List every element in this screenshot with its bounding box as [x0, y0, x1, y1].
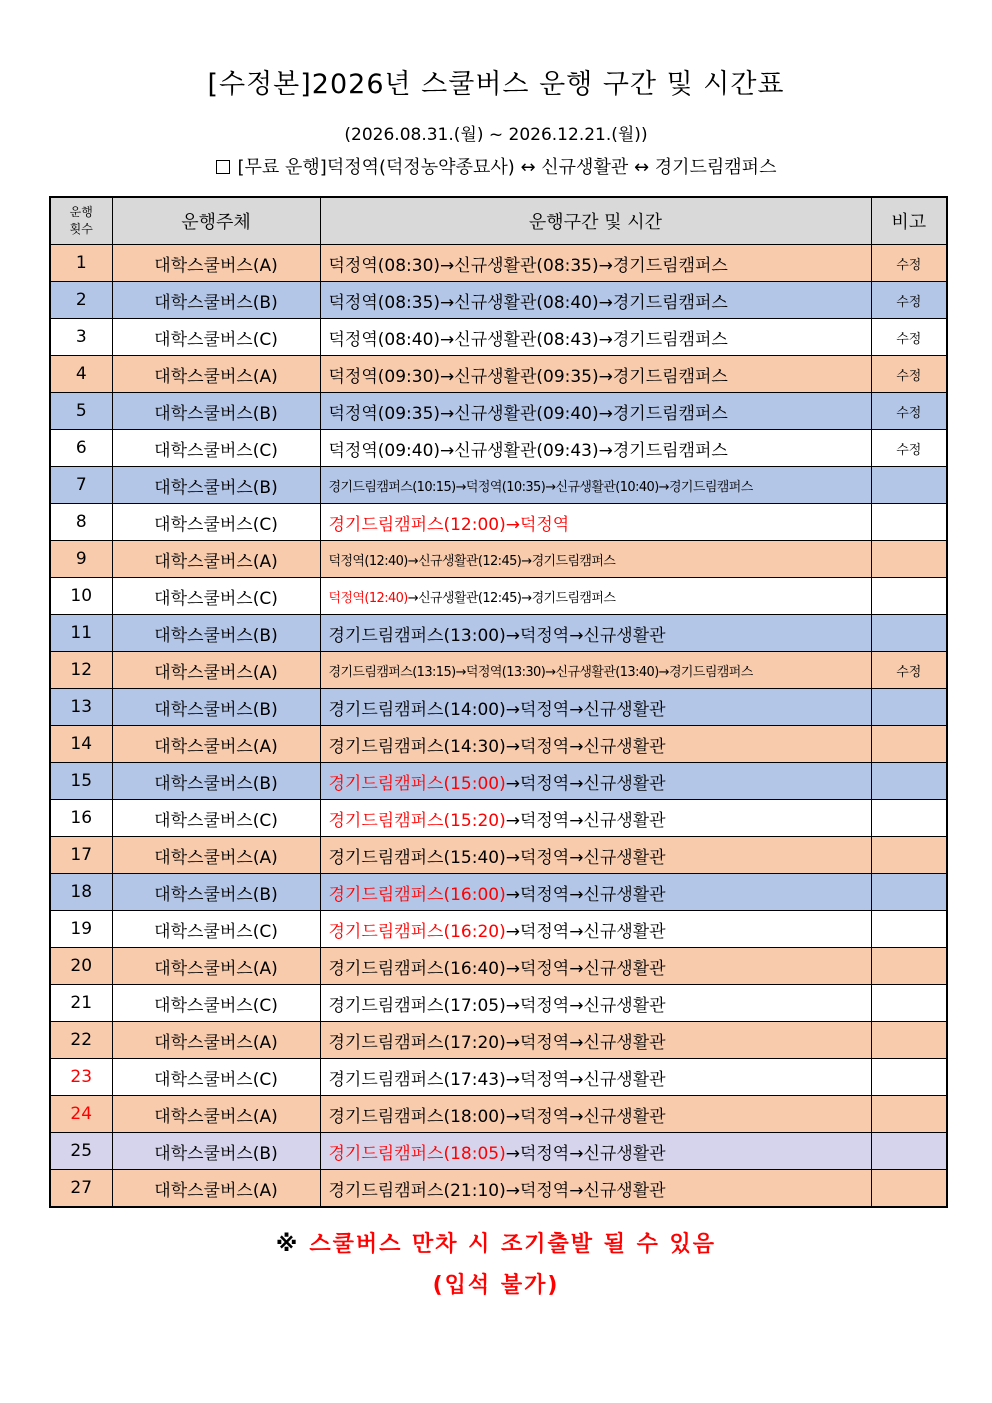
route-text: 경기드림캠퍼스(16:40)→덕정역→신규생활관: [328, 958, 666, 979]
route-text: →덕정역→신규생활관: [505, 1143, 666, 1164]
cell-operator: 대학스쿨버스(C): [112, 985, 320, 1022]
cell-route: [320, 356, 871, 393]
cell-route: [320, 1096, 871, 1133]
header-operator: 운행주체: [112, 197, 320, 245]
cell-route: [320, 1133, 871, 1170]
table-row: [50, 1059, 947, 1096]
cell-route: [320, 652, 871, 689]
route-text: 경기드림캠퍼스(17:43)→덕정역→신규생활관: [328, 1069, 666, 1090]
cell-route: [320, 689, 871, 726]
table-row: [50, 393, 947, 430]
page-title: [수정본]2026년 스쿨버스 운행 구간 및 시간표: [207, 69, 785, 100]
cell-run-number: 1: [50, 245, 112, 282]
cell-route: [320, 430, 871, 467]
route-summary: [0, 153, 992, 179]
cell-note: [871, 504, 947, 541]
cell-route: [320, 837, 871, 874]
table-row: [50, 578, 947, 615]
route-text: →덕정역→신규생활관: [505, 810, 666, 831]
cell-run-number: 5: [50, 393, 112, 430]
route-text: 경기드림캠퍼스(10:15)→덕정역(10:35)→신규생활관(10:40)→경기드림캠퍼스: [328, 479, 753, 495]
cell-run-number: 8: [50, 504, 112, 541]
cell-note: [871, 726, 947, 763]
cell-route: [320, 467, 871, 504]
cell-run-number: 14: [50, 726, 112, 763]
cell-operator: 대학스쿨버스(A): [112, 652, 320, 689]
cell-run-number: 24: [50, 1096, 112, 1133]
cell-note: 수정: [871, 282, 947, 319]
notice-no-standing: (입석 불가): [432, 1273, 560, 1298]
cell-run-number: 12: [50, 652, 112, 689]
cell-note: 수정: [871, 319, 947, 356]
cell-run-number: 23: [50, 1059, 112, 1096]
cell-operator: 대학스쿨버스(A): [112, 245, 320, 282]
cell-note: 수정: [871, 393, 947, 430]
route-text: 덕정역(08:35)→신규생활관(08:40)→경기드림캠퍼스: [328, 292, 728, 313]
route-text: 덕정역(09:30)→신규생활관(09:35)→경기드림캠퍼스: [328, 366, 728, 387]
route-summary-text: [무료 운행]덕정역(덕정농약종묘사) ↔ 신규생활관 ↔ 경기드림캠퍼스: [237, 157, 777, 178]
cell-note: [871, 1133, 947, 1170]
route-highlight: 경기드림캠퍼스(16:00): [328, 884, 506, 905]
table-row: [50, 763, 947, 800]
cell-route: [320, 504, 871, 541]
table-row: [50, 1170, 947, 1208]
cell-operator: 대학스쿨버스(B): [112, 1133, 320, 1170]
cell-operator: 대학스쿨버스(A): [112, 837, 320, 874]
cell-note: [871, 541, 947, 578]
cell-run-number: 9: [50, 541, 112, 578]
route-text: 경기드림캠퍼스(14:00)→덕정역→신규생활관: [328, 699, 666, 720]
cell-operator: 대학스쿨버스(C): [112, 504, 320, 541]
cell-run-number: 10: [50, 578, 112, 615]
table-row: [50, 541, 947, 578]
cell-operator: 대학스쿨버스(C): [112, 911, 320, 948]
table-row: [50, 245, 947, 282]
cell-route: [320, 800, 871, 837]
table-row: [50, 504, 947, 541]
cell-operator: 대학스쿨버스(B): [112, 615, 320, 652]
route-text: 덕정역(09:40)→신규생활관(09:43)→경기드림캠퍼스: [328, 440, 728, 461]
cell-note: [871, 578, 947, 615]
cell-route: [320, 726, 871, 763]
cell-note: [871, 1022, 947, 1059]
table-row: [50, 1133, 947, 1170]
table-row: [50, 948, 947, 985]
cell-note: [871, 985, 947, 1022]
cell-note: [871, 837, 947, 874]
route-text: 경기드림캠퍼스(15:40)→덕정역→신규생활관: [328, 847, 666, 868]
route-text: →덕정역→신규생활관: [505, 773, 666, 794]
cell-run-number: 27: [50, 1170, 112, 1208]
header-count: 운행 횟수: [50, 197, 112, 245]
cell-run-number: 11: [50, 615, 112, 652]
route-text: 덕정역(08:40)→신규생활관(08:43)→경기드림캠퍼스: [328, 329, 728, 350]
route-highlight: 경기드림캠퍼스(18:05): [328, 1143, 506, 1164]
table-header-row: [50, 197, 947, 245]
cell-route: [320, 1170, 871, 1208]
cell-route: [320, 948, 871, 985]
route-text: 덕정역(08:30)→신규생활관(08:35)→경기드림캠퍼스: [328, 255, 728, 276]
cell-run-number: 13: [50, 689, 112, 726]
table-row: [50, 1022, 947, 1059]
route-highlight: 경기드림캠퍼스(16:20): [328, 921, 506, 942]
cell-run-number: 4: [50, 356, 112, 393]
cell-note: [871, 1170, 947, 1208]
cell-operator: 대학스쿨버스(C): [112, 800, 320, 837]
cell-operator: 대학스쿨버스(A): [112, 726, 320, 763]
table-row: [50, 652, 947, 689]
cell-run-number: 19: [50, 911, 112, 948]
cell-note: [871, 1096, 947, 1133]
cell-note: [871, 911, 947, 948]
table-row: [50, 689, 947, 726]
route-text: 경기드림캠퍼스(18:00)→덕정역→신규생활관: [328, 1106, 666, 1127]
cell-operator: 대학스쿨버스(C): [112, 319, 320, 356]
cell-run-number: 6: [50, 430, 112, 467]
cell-operator: 대학스쿨버스(B): [112, 874, 320, 911]
cell-run-number: 21: [50, 985, 112, 1022]
table-row: [50, 319, 947, 356]
table-row: [50, 874, 947, 911]
service-period: (2026.08.31.(월) ~ 2026.12.21.(월)): [344, 125, 648, 145]
cell-operator: 대학스쿨버스(A): [112, 948, 320, 985]
route-text: 경기드림캠퍼스(21:10)→덕정역→신규생활관: [328, 1180, 666, 1201]
cell-route: [320, 245, 871, 282]
cell-run-number: 17: [50, 837, 112, 874]
table-row: [50, 985, 947, 1022]
table-row: [50, 726, 947, 763]
cell-route: [320, 911, 871, 948]
cell-run-number: 3: [50, 319, 112, 356]
cell-note: 수정: [871, 652, 947, 689]
cell-route: [320, 615, 871, 652]
cell-operator: 대학스쿨버스(A): [112, 541, 320, 578]
table-row: [50, 837, 947, 874]
cell-operator: 대학스쿨버스(C): [112, 578, 320, 615]
cell-operator: 대학스쿨버스(A): [112, 1096, 320, 1133]
cell-run-number: 22: [50, 1022, 112, 1059]
cell-route: [320, 541, 871, 578]
cell-operator: 대학스쿨버스(C): [112, 1059, 320, 1096]
header-route: 운행구간 및 시간: [320, 197, 871, 245]
table-row: [50, 1096, 947, 1133]
cell-route: [320, 393, 871, 430]
route-highlight: 경기드림캠퍼스(12:00)→덕정역: [328, 514, 570, 535]
checkbox-icon: [216, 160, 230, 174]
cell-note: [871, 763, 947, 800]
cell-operator: 대학스쿨버스(B): [112, 763, 320, 800]
cell-operator: 대학스쿨버스(B): [112, 689, 320, 726]
cell-operator: 대학스쿨버스(A): [112, 1022, 320, 1059]
route-text: 경기드림캠퍼스(13:00)→덕정역→신규생활관: [328, 625, 666, 646]
notice-text: 스쿨버스 만차 시 조기출발 될 수 있음: [309, 1232, 717, 1257]
schedule-table: [49, 196, 948, 1208]
cell-route: [320, 763, 871, 800]
route-text: 경기드림캠퍼스(17:05)→덕정역→신규생활관: [328, 995, 666, 1016]
cell-route: [320, 1059, 871, 1096]
route-text: 덕정역(09:35)→신규생활관(09:40)→경기드림캠퍼스: [328, 403, 728, 424]
cell-note: [871, 1059, 947, 1096]
notice-full-bus: [0, 1227, 992, 1258]
table-row: [50, 356, 947, 393]
cell-route: [320, 1022, 871, 1059]
cell-run-number: 18: [50, 874, 112, 911]
route-text: 경기드림캠퍼스(13:15)→덕정역(13:30)→신규생활관(13:40)→경기드림캠퍼스: [328, 664, 753, 680]
route-text: →신규생활관(12:45)→경기드림캠퍼스: [407, 590, 616, 606]
route-text: 경기드림캠퍼스(17:20)→덕정역→신규생활관: [328, 1032, 666, 1053]
cell-operator: 대학스쿨버스(B): [112, 393, 320, 430]
cell-route: [320, 985, 871, 1022]
cell-route: [320, 578, 871, 615]
cell-note: [871, 948, 947, 985]
table-row: [50, 467, 947, 504]
cell-route: [320, 282, 871, 319]
cell-note: 수정: [871, 356, 947, 393]
cell-operator: 대학스쿨버스(B): [112, 282, 320, 319]
cell-note: 수정: [871, 245, 947, 282]
cell-note: [871, 874, 947, 911]
cell-route: [320, 874, 871, 911]
route-text: 경기드림캠퍼스(14:30)→덕정역→신규생활관: [328, 736, 666, 757]
cell-note: [871, 689, 947, 726]
route-highlight: 경기드림캠퍼스(15:00): [328, 773, 506, 794]
cell-run-number: 25: [50, 1133, 112, 1170]
schedule-rows: [50, 245, 947, 1208]
cell-note: [871, 615, 947, 652]
cell-note: [871, 800, 947, 837]
cell-operator: 대학스쿨버스(A): [112, 356, 320, 393]
cell-note: [871, 467, 947, 504]
route-highlight: 덕정역(12:40): [328, 590, 408, 606]
cell-note: 수정: [871, 430, 947, 467]
reference-mark-icon: ※: [275, 1232, 300, 1257]
table-row: [50, 282, 947, 319]
table-row: [50, 615, 947, 652]
cell-run-number: 16: [50, 800, 112, 837]
cell-run-number: 20: [50, 948, 112, 985]
table-row: [50, 430, 947, 467]
cell-operator: 대학스쿨버스(B): [112, 467, 320, 504]
cell-run-number: 15: [50, 763, 112, 800]
cell-run-number: 2: [50, 282, 112, 319]
cell-operator: 대학스쿨버스(A): [112, 1170, 320, 1208]
route-text: →덕정역→신규생활관: [505, 921, 666, 942]
route-highlight: 경기드림캠퍼스(15:20): [328, 810, 506, 831]
header-note: 비고: [871, 197, 947, 245]
cell-run-number: 7: [50, 467, 112, 504]
table-row: [50, 800, 947, 837]
route-text: →덕정역→신규생활관: [505, 884, 666, 905]
route-text: 덕정역(12:40)→신규생활관(12:45)→경기드림캠퍼스: [328, 553, 616, 569]
cell-operator: 대학스쿨버스(C): [112, 430, 320, 467]
table-row: [50, 911, 947, 948]
cell-route: [320, 319, 871, 356]
